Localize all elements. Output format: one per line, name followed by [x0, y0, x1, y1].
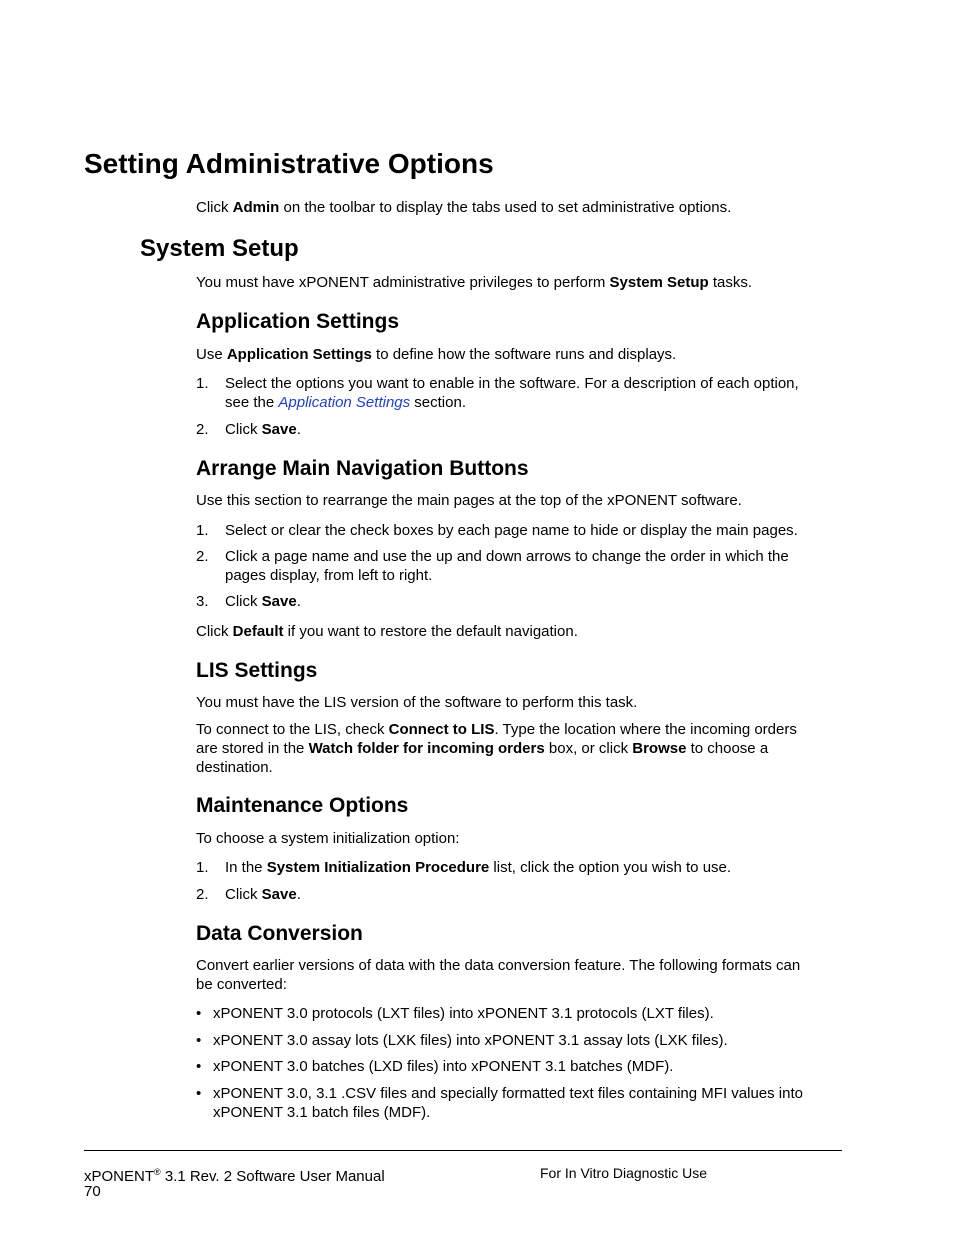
list-item: 1. Select the options you want to enable in the software. For a description of each option, see the Application Settings section. — [196, 375, 799, 411]
data-conversion-paragraph: Convert earlier versions of data with the data conversion feature. The following formats can be converted: — [196, 957, 801, 993]
list-item: 1. Select or clear the check boxes by each page name to hide or display the main pages. — [196, 522, 798, 539]
maintenance-options-heading: Maintenance Options — [196, 794, 409, 817]
list-item: 2. Click Save. — [196, 421, 301, 438]
list-item: 3. Click Save. — [196, 593, 301, 610]
intro-paragraph: Click Admin on the toolbar to display the tabs used to set administrative options. — [196, 199, 732, 216]
arrange-navigation-heading: Arrange Main Navigation Buttons — [196, 457, 529, 480]
page-number: 70 — [84, 1183, 101, 1200]
footer-manual-title: xPONENT® 3.1 Rev. 2 Software User Manual — [84, 1167, 385, 1185]
lis-paragraph-2: To connect to the LIS, check Connect to LIS. Type the location where the incoming orders are stored in the Watch folder for incoming orders box, or click Browse to choose a destination. — [196, 721, 797, 776]
application-settings-link[interactable]: Application Settings — [278, 394, 411, 411]
list-item: • xPONENT 3.0, 3.1 .CSV files and specially formatted text files containing MFI values into xPONENT 3.1 batch files (MDF). — [196, 1085, 803, 1121]
arrange-navigation-paragraph: Use this section to rearrange the main pages at the top of the xPONENT software. — [196, 492, 742, 509]
data-conversion-heading: Data Conversion — [196, 922, 363, 945]
list-item: • xPONENT 3.0 batches (LXD files) into xPONENT 3.1 batches (MDF). — [196, 1058, 674, 1075]
list-item: 2. Click Save. — [196, 886, 301, 903]
footer-divider — [84, 1150, 842, 1151]
default-note: Click Default if you want to restore the default navigation. — [196, 623, 578, 640]
list-item: 2. Click a page name and use the up and down arrows to change the order in which the pages display, from left to right. — [196, 548, 789, 584]
system-setup-paragraph: You must have xPONENT administrative privileges to perform System Setup tasks. — [196, 274, 753, 291]
application-settings-paragraph: Use Application Settings to define how the software runs and displays. — [196, 346, 677, 363]
page-title: Setting Administrative Options — [84, 148, 494, 179]
footer-use-note: For In Vitro Diagnostic Use — [540, 1165, 708, 1181]
application-settings-heading: Application Settings — [196, 310, 400, 333]
list-item: 1. In the System Initialization Procedure list, click the option you wish to use. — [196, 859, 732, 876]
list-item: • xPONENT 3.0 assay lots (LXK files) into xPONENT 3.1 assay lots (LXK files). — [196, 1032, 728, 1049]
maintenance-paragraph: To choose a system initialization option: — [196, 830, 460, 847]
system-setup-heading: System Setup — [140, 235, 299, 262]
lis-settings-heading: LIS Settings — [196, 659, 318, 682]
list-item: • xPONENT 3.0 protocols (LXT files) into xPONENT 3.1 protocols (LXT files). — [196, 1005, 714, 1022]
lis-paragraph-1: You must have the LIS version of the software to perform this task. — [196, 694, 638, 711]
